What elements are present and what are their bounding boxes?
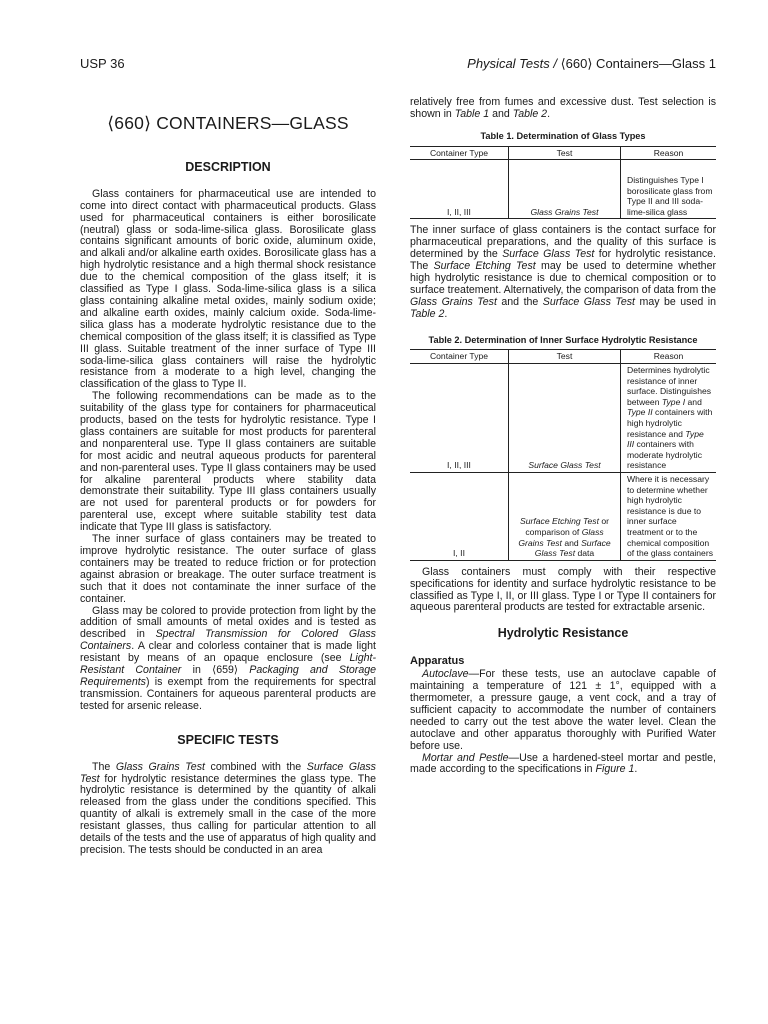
italic-run: Surface Etching Test	[519, 516, 599, 527]
column-header: Test	[509, 146, 621, 160]
page-title: ⟨660⟩ CONTAINERS—GLASS	[107, 113, 349, 133]
apparatus-heading: Apparatus	[410, 655, 465, 668]
description-paragraph-1: Glass containers for pharmaceutical use are intended to come into direct contact with pharmaceutical products. Glass used for pharmaceutical containers is either borosilicate (neutral) glass or soda-lime-silica glass. Borosilicate glass contains significant amounts of boric oxide, aluminum oxide, and alkali and/or alkaline earth oxides. Borosilicate glass has a high hydrolytic resistance and a high thermal shock resistance due to the chemical composition of the glass itself; it is classified as Type I glass. Soda-lime-silica glass is a silica glass containing alkaline metal oxides, mainly sodium oxide; and alkaline earth oxides, mainly calcium oxide. Soda-lime-silica glass has a moderate hydrolytic resistance due to the chemical composition of the glass itself; it is classified as Type III glass. Suitable treatment of the inner surface of Type III soda-lime-silica glass containers will raise the hydrolytic resistance from a moderate to a high level, changing the classification of the glass to Type II.	[80, 187, 376, 391]
italic-run: Autoclave	[422, 668, 469, 681]
text-run: .	[444, 307, 448, 320]
italic-run: Figure 1	[595, 763, 635, 776]
table-1	[410, 146, 716, 220]
italic-run: Glass Grains Test	[410, 295, 497, 308]
text-run: and	[685, 396, 702, 407]
italic-run: Surface Glass Test	[542, 295, 636, 308]
column-header: Container Type	[410, 350, 509, 364]
italic-run: Glass Grains Test	[530, 206, 599, 217]
mortar-paragraph	[410, 753, 716, 777]
description-paragraph-3: The inner surface of glass containers may be treated to improve hydrolytic resistance. The outer surface of glass containers may be treated to reduce friction or for protection against abrasion or breakage. The outer surface treatment is such that it does not contaminate the inner surface of the container.	[80, 533, 376, 605]
text-run: combined with the	[204, 760, 307, 773]
table-row	[410, 364, 716, 473]
table-cell: I, II, III	[410, 364, 509, 473]
italic-run: Table 1	[454, 107, 490, 120]
column-header: Test	[509, 350, 621, 364]
left-column	[80, 96, 376, 857]
text-run: and	[561, 537, 582, 548]
text-run: relatively free from fumes and excessive dust. Test selection is shown in	[410, 96, 716, 120]
header-italic: Physical Tests /	[467, 56, 561, 71]
text-run: may be used in	[635, 295, 717, 308]
italic-run: Table 2	[512, 107, 548, 120]
italic-run: Surface Etching Test	[433, 260, 536, 273]
table-cell: Distinguishes Type I borosilicate glass from Type II and III soda-lime-silica glass	[621, 160, 717, 219]
running-header-left: USP 36	[80, 56, 125, 71]
text-run: containers with moderate hydrolytic resistance	[627, 439, 702, 471]
running-header-right	[467, 56, 716, 72]
description-paragraph-4	[80, 606, 376, 713]
text-run: .	[634, 763, 638, 776]
table-cell: I, II, III	[410, 160, 509, 219]
text-run: Determines hydrolytic resistance of inner surface. Distinguishes between	[627, 365, 712, 407]
table-cell	[509, 473, 621, 561]
table-cell	[509, 160, 621, 219]
italic-run: Light-Resistant Container	[80, 652, 376, 677]
text-run: .	[547, 107, 551, 120]
table-row	[410, 160, 716, 219]
table-cell	[509, 364, 621, 473]
autoclave-paragraph	[410, 669, 716, 752]
specific-tests-heading: SPECIFIC TESTS	[177, 732, 279, 747]
table-cell: Where it is necessary to determine whether high hydrolytic resistance is due to inner surface treatment or to the chemical composition of the glass containers	[621, 473, 717, 561]
inner-surface-paragraph	[410, 225, 716, 320]
italic-run: Packaging and Storage Requirements	[80, 664, 376, 688]
italic-run: Surface Glass Test	[534, 537, 611, 559]
specific-tests-paragraph	[80, 762, 376, 857]
italic-run: Spectral Transmission for Colored Glass Containers	[80, 628, 376, 653]
text-run: containers with high hydrolytic resistance and	[627, 407, 713, 439]
text-run: or comparison of	[525, 516, 609, 537]
text-run: . A clear and colorless container that is made light resistant by means of an opaque enclosure (see	[80, 640, 376, 665]
text-run: for hydrolytic resistance. The	[410, 248, 716, 273]
text-run: and	[489, 107, 513, 120]
text-run: The inner surface of glass containers is the contact surface for pharmaceutical preparations, and the quality of this surface is determined by the	[410, 224, 716, 261]
text-run: and the	[496, 295, 543, 308]
italic-run: Surface Glass Test	[502, 248, 595, 261]
italic-run: Surface Glass Test	[528, 460, 601, 471]
table-2	[410, 349, 716, 560]
text-run: The	[92, 760, 116, 773]
table-2-caption: Table 2. Determination of Inner Surface Hydrolytic Resistance	[428, 334, 698, 345]
italic-run: Glass Grains Test	[518, 526, 604, 548]
hydrolytic-resistance-heading: Hydrolytic Resistance	[497, 626, 629, 641]
table-header-row	[410, 146, 716, 160]
text-run: may be used to determine whether high hydrolytic resistance is due to chemical composition or to surface treatement. Alternatively, the comparison of data from the	[410, 260, 716, 296]
text-run: Glass may be colored to provide protection from light by the addition of small amounts of metal oxides and is tested as described in	[80, 604, 376, 641]
table-row	[410, 473, 716, 561]
italic-run: Type III	[627, 428, 704, 450]
text-run: in ⟨659⟩	[181, 664, 250, 677]
description-paragraph-2: The following recommendations can be made as to the suitability of the glass type for containers for pharmaceutical products, based on the tests for hydrolytic resistance. Type I glass containers are suitable for most products for parenteral and nonparenteral use. Type II glass containers are suitable for most acidic and neutral aqueous products for parenteral and non-parenteral uses. Type II glass containers may be used for alkaline parenteral products where stability data demonstrate their suitability. Type III glass containers usually are not used for parenteral products or for powders for parenteral use, except where suitable stability test data indicate that Type III glass is satisfactory.	[80, 390, 376, 534]
text-run: —For these tests, use an autoclave capable of maintaining a temperature of 121 ± 1°, equipped with a thermometer, a pressure gauge, a vent cock, and a tray of sufficient capacity to accommodate the number of containers needed to carry out the test above the water level. Clean the autoclave and other apparatus thoroughly with Purified Water before use.	[410, 668, 716, 752]
italic-run: Type I	[661, 396, 686, 407]
right-column	[410, 97, 716, 776]
text-run: ) is exempt from the requirements for spectral transmission. Containers for aqueous parenteral products are tested for arsenic release.	[80, 675, 376, 712]
column-header: Reason	[621, 146, 717, 160]
italic-run: Table 2	[410, 307, 445, 320]
table-header-row	[410, 350, 716, 364]
italic-run: Glass Grains Test	[115, 760, 205, 773]
table-1-caption: Table 1. Determination of Glass Types	[480, 130, 646, 141]
italic-run: Surface Glass Test	[80, 760, 376, 785]
test-selection-paragraph	[410, 97, 716, 121]
description-heading: DESCRIPTION	[185, 159, 271, 174]
italic-run: Mortar and Pestle	[422, 751, 509, 764]
italic-run: Type II	[627, 407, 653, 418]
column-header: Reason	[621, 350, 717, 364]
text-run: data	[575, 548, 595, 559]
comply-paragraph: Glass containers must comply with their respective specifications for identity and surface hydrolytic resistance to be classified as Type I, II, or III glass. Type I or Type II containers for aqueous parenteral products are tested for extractable arsenic.	[410, 565, 716, 614]
header-rest: ⟨660⟩ Containers—Glass 1	[560, 56, 716, 71]
column-header: Container Type	[410, 146, 509, 160]
text-run: for hydrolytic resistance determines the glass type. The hydrolytic resistance is determined by the quantity of alkali released from the glass under the conditions specified. This quantity of alkali is extremely small in the case of the more resistant glasses, thus calling for particular attention to all details of the tests and the use of apparatus of high quality and precision. The tests should be conducted in an area	[80, 772, 376, 856]
table-cell	[621, 364, 717, 473]
table-cell: I, II	[410, 473, 509, 561]
text-run: —Use a hardened-steel mortar and pestle, made according to the specifications in	[410, 751, 716, 776]
